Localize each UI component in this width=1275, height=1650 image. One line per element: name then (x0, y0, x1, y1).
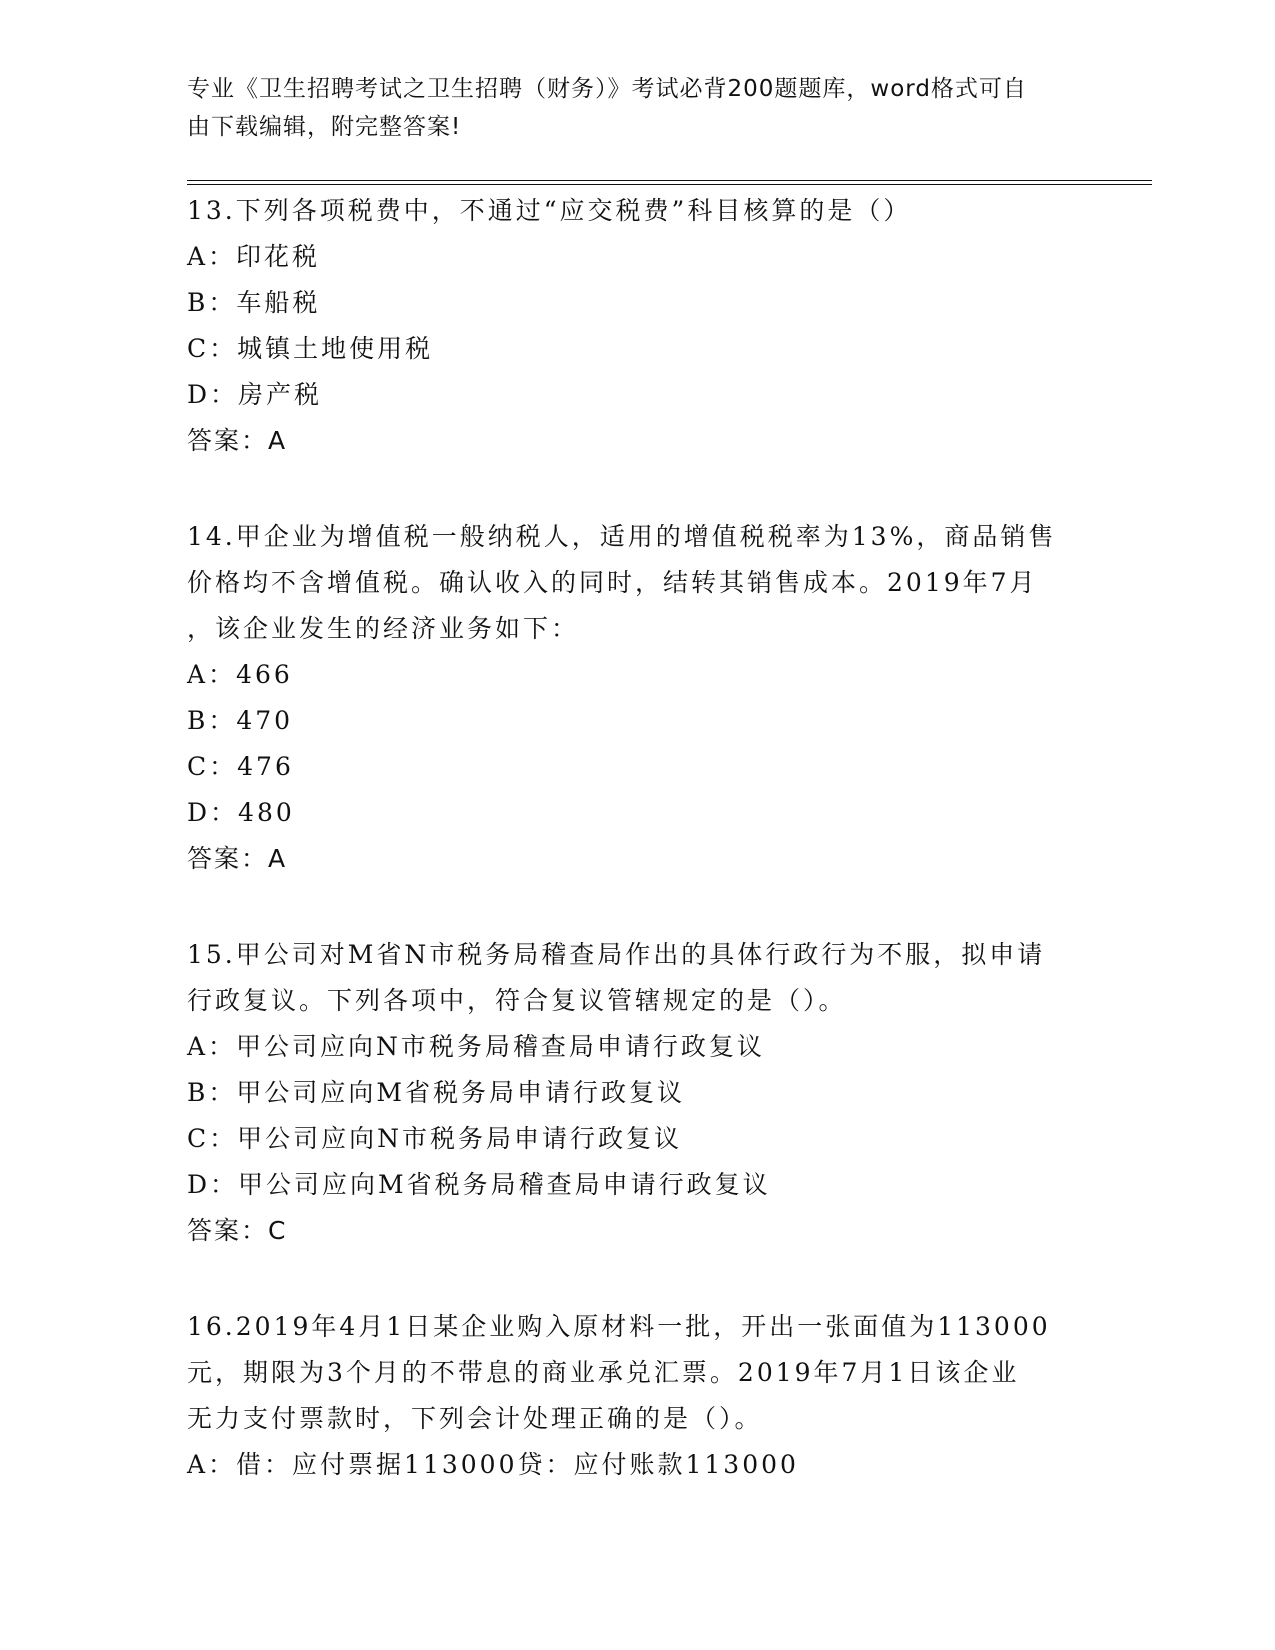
question-text: 无力支付票款时，下列会计处理正确的是（）。 (187, 1404, 763, 1433)
spacer (187, 882, 1147, 932)
spacer (187, 464, 1147, 514)
option-b: B：470 (187, 706, 294, 735)
answer: 答案：A (187, 426, 288, 455)
header-line-1: 专业《卫生招聘考试之卫生招聘（财务）》考试必背200题题库，word格式可自 (187, 76, 1027, 102)
option-a: A：借：应付票据113000贷：应付账款113000 (187, 1450, 799, 1479)
answer: 答案：A (187, 844, 288, 873)
question-list (187, 188, 1147, 1488)
option-d: D：480 (187, 798, 295, 827)
answer: 答案：C (187, 1216, 288, 1245)
header-divider-top (187, 180, 1152, 181)
question-15 (187, 932, 1147, 1254)
header-line-2: 由下载编辑，附完整答案! (187, 114, 462, 140)
question-text: 13.下列各项税费中，不通过“应交税费”科目核算的是（） (187, 196, 912, 225)
option-c: C：甲公司应向N市税务局申请行政复议 (187, 1124, 683, 1153)
question-text: ，该企业发生的经济业务如下： (187, 614, 580, 643)
option-d: D：甲公司应向M省税务局稽查局申请行政复议 (187, 1170, 771, 1199)
question-text: 15.甲公司对M省N市税务局稽查局作出的具体行政行为不服，拟申请 (187, 940, 1046, 969)
option-c: C：城镇土地使用税 (187, 334, 434, 363)
question-text: 14.甲企业为增值税一般纳税人，适用的增值税税率为13%，商品销售 (187, 522, 1057, 551)
option-b: B：车船税 (187, 288, 321, 317)
question-text: 行政复议。下列各项中，符合复议管辖规定的是（）。 (187, 986, 847, 1015)
document-header (187, 70, 1067, 146)
option-c: C：476 (187, 752, 294, 781)
question-text: 16.2019年4月1日某企业购入原材料一批，开出一张面值为113000 (187, 1312, 1051, 1341)
option-a: A：印花税 (187, 242, 321, 271)
header-divider-bottom (187, 184, 1152, 185)
question-16 (187, 1304, 1147, 1488)
option-a: A：甲公司应向N市税务局稽查局申请行政复议 (187, 1032, 765, 1061)
question-13 (187, 188, 1147, 464)
option-b: B：甲公司应向M省税务局申请行政复议 (187, 1078, 685, 1107)
option-a: A：466 (187, 660, 293, 689)
question-14 (187, 514, 1147, 882)
spacer (187, 1254, 1147, 1304)
option-d: D：房产税 (187, 380, 323, 409)
question-text: 元，期限为3个月的不带息的商业承兑汇票。2019年7月1日该企业 (187, 1358, 1020, 1387)
question-text: 价格均不含增值税。确认收入的同时，结转其销售成本。2019年7月 (187, 568, 1038, 597)
